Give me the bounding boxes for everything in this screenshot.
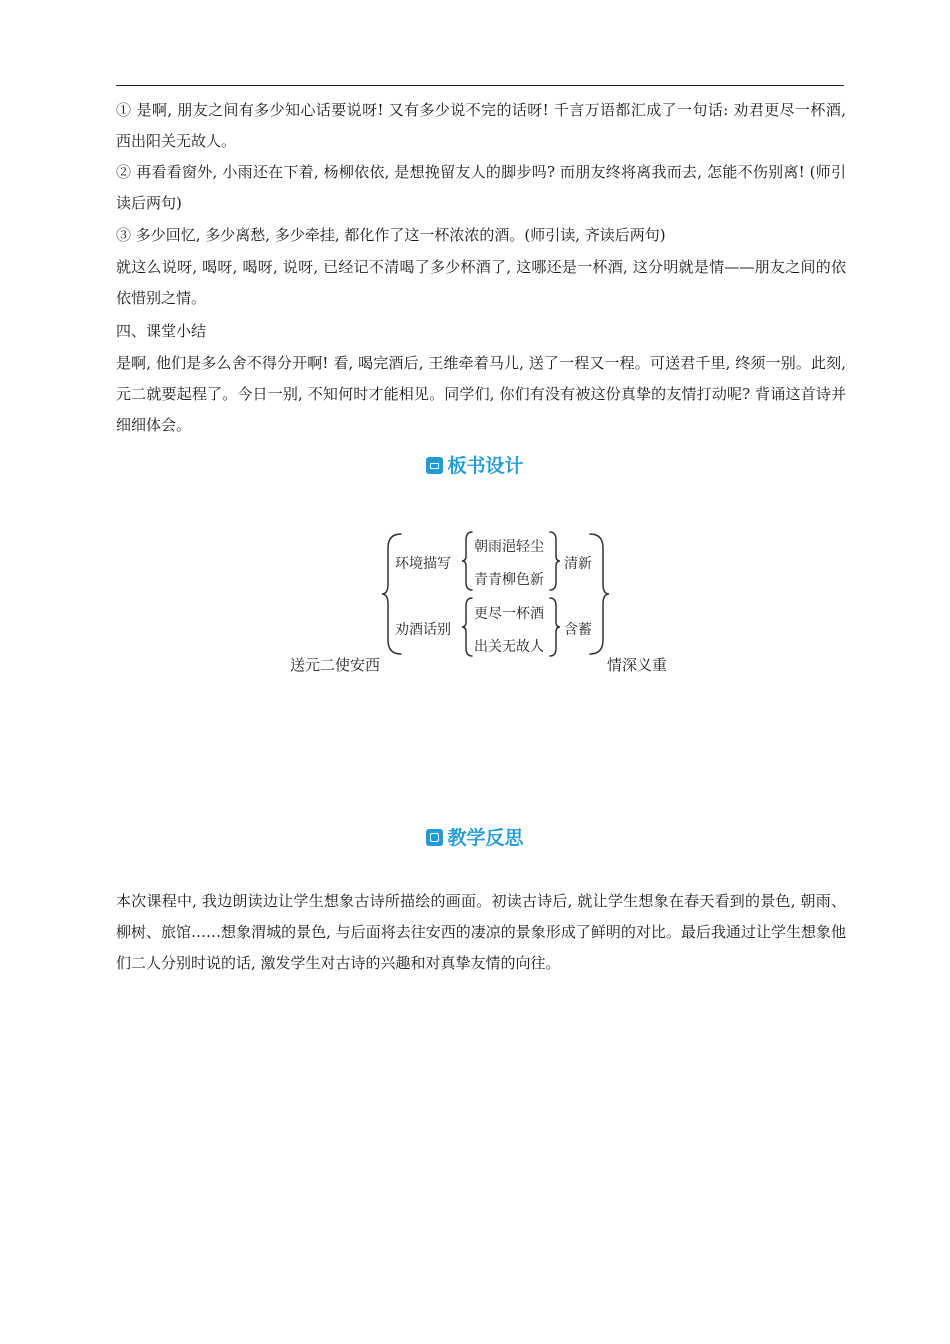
group-line: 青青柳色新 [474,572,544,588]
outer-right-brace [590,534,609,654]
reflection-icon [426,829,443,846]
board-conclusion: 情深义重 [607,656,668,674]
paragraph-3: ③ 多少回忆, 多少离愁, 多少牵挂, 都化作了这一杯浓浓的酒。(师引读, 齐读后两句) [116,226,666,244]
group-summary-fresh: 清新 [564,556,592,572]
top-right-brace [550,532,560,590]
paragraph-2: ② 再看看窗外, 小雨还在下着, 杨柳依依, 是想挽留友人的脚步吗? 而朋友终将离我而去, 怎能不伤别离! (师引读后两句) [116,163,846,212]
group-label-environment: 环境描写 [395,556,451,572]
group-line: 朝雨浥轻尘 [474,539,544,555]
top-left-brace [462,532,472,590]
bottom-left-brace [462,598,472,656]
reflection-heading: 教学反思 [0,823,950,850]
board-design-heading: 板书设计 [0,451,950,478]
reflection-text: 本次课程中, 我边朗读边让学生想象古诗所描绘的画面。初读古诗后, 就让学生想象在春天看到的景色, 朝雨、柳树、旅馆……想象渭城的景色, 与后面将去往安西的凄凉的景象形成了鲜明的对比。最后我通过让学生想象他们二人分别时说的话, 激发学生对古诗的兴趣和对真挚友情的向往。 [116,892,846,972]
bottom-right-brace [550,598,560,656]
group-label-farewell: 劝酒话别 [395,622,451,638]
paragraph-4: 就这么说呀, 喝呀, 喝呀, 说呀, 已经记不清喝了多少杯酒了, 这哪还是一杯酒, 这分明就是情——朋友之间的依依惜别之情。 [116,258,846,307]
group-summary-subtle: 含蓄 [564,622,592,638]
group-line: 更尽一杯酒 [474,606,544,622]
group-line: 出关无故人 [474,639,544,655]
section-heading-summary: 四、课堂小结 [116,322,207,340]
paragraph-1: ① 是啊, 朋友之间有多少知心话要说呀! 又有多少说不完的话呀! 千言万语都汇成了一句话: 劝君更尽一杯酒, 西出阳关无故人。 [116,101,846,150]
poem-title: 送元二使安西 [290,656,381,674]
paragraph-summary: 是啊, 他们是多么舍不得分开啊! 看, 喝完酒后, 王维牵着马儿, 送了一程又一程。可送君千里, 终须一别。此刻, 元二就要起程了。今日一别, 不知何时才能相见。同学们, 你们有没有被这份真挚的友情打动呢? 背诵这首诗并细细体会。 [116,354,846,434]
